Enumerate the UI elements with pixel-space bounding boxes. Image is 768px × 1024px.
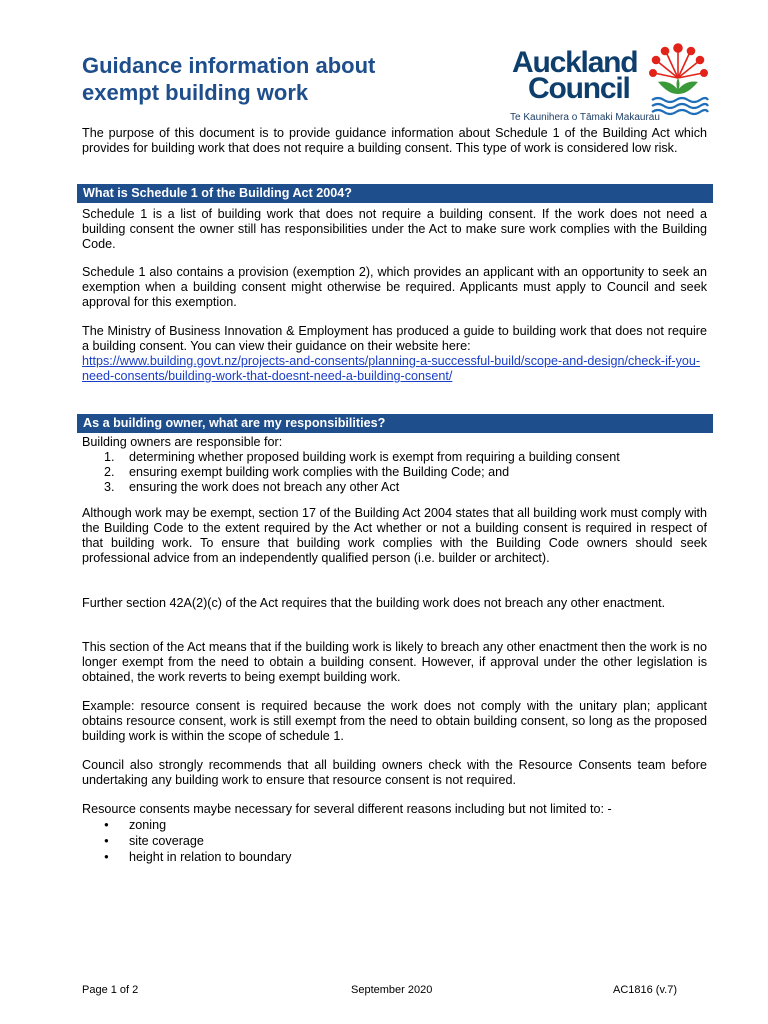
responsibilities-paragraph-5: Council also strongly recommends that all building owners check with the Resource Consents team before undertaking any building work to ensure that resource consent is not required. xyxy=(82,758,707,787)
list-item-number: 2. xyxy=(104,465,115,479)
section-heading-responsibilities: As a building owner, what are my responsibilities? xyxy=(77,414,713,433)
schedule1-paragraph-3 xyxy=(82,324,707,384)
logo-line2: Council xyxy=(528,72,630,105)
logo-line1: Auckland xyxy=(512,46,638,79)
responsibilities-list xyxy=(82,450,707,495)
list-item-number: 3. xyxy=(104,480,115,494)
list-item-text: ensuring exempt building work complies with the Building Code; and xyxy=(129,465,510,479)
list-item-number: 1. xyxy=(104,450,115,464)
responsibilities-paragraph-2: Further section 42A(2)(c) of the Act requires that the building work does not breach any other enactment. xyxy=(82,596,666,610)
mbie-guidance-text: The Ministry of Business Innovation & Employment has produced a guide to building work that does not require a building consent. You can view their guidance on their website here: xyxy=(82,324,707,353)
pohutukawa-flower-icon xyxy=(646,42,714,118)
responsibilities-list-block xyxy=(82,435,707,495)
footer-document-code: AC1816 (v.7) xyxy=(613,984,677,996)
schedule1-paragraph-2: Schedule 1 also contains a provision (exemption 2), which provides an applicant with an opportunity to seek an exemption when a building consent might otherwise be required. Applicants must apply to Council and seek approval for this exemption. xyxy=(82,265,707,309)
list-item xyxy=(82,465,707,480)
footer-date: September 2020 xyxy=(351,984,433,996)
page-title-line2: exempt building work xyxy=(82,80,309,105)
resource-consent-reasons-list xyxy=(82,817,707,865)
list-item-text: ensuring the work does not breach any other Act xyxy=(129,480,400,494)
intro-paragraph: The purpose of this document is to provide guidance information about Schedule 1 of the Building Act which provides for building work that does not require a building consent. This type of work is considered low risk. xyxy=(82,126,707,155)
list-item: ● height in relation to boundary xyxy=(82,849,707,865)
resource-consents-lead: Resource consents maybe necessary for several different reasons including but not limited to: - xyxy=(82,802,612,816)
auckland-council-logo xyxy=(500,40,715,123)
mbie-link-wrapper xyxy=(82,354,707,384)
mbie-guidance-link[interactable]: https://www.building.govt.nz/projects-and-consents/planning-a-successful-build/scope-and-design/check-if-you-need-consents/building-work-that-doesnt-need-a-building-consent/ xyxy=(82,354,701,383)
responsibilities-paragraph-3: This section of the Act means that if the building work is likely to breach any other enactment then the work is no longer exempt from the need to obtain a building consent. However, if approval under the other legislation is obtained, the work reverts to being exempt building work. xyxy=(82,640,707,684)
list-item xyxy=(82,450,707,465)
responsibilities-paragraph-1: Although work may be exempt, section 17 of the Building Act 2004 states that all building work must comply with the Building Code to the extent required by the Act whether or not a building consent is required in respect of that building work. To ensure that building work complies with the Building Code owners should seek professional advice from an independently qualified person (i.e. builder or architect). xyxy=(82,506,707,565)
footer-page-number: Page 1 of 2 xyxy=(82,984,139,996)
logo-tagline: Te Kaunihera o Tāmaki Makaurau xyxy=(510,112,660,123)
list-item xyxy=(82,480,707,495)
page-title xyxy=(82,52,462,106)
schedule1-paragraph-1: Schedule 1 is a list of building work that does not require a building consent. If the work does not need a building consent the owner still has responsibilities under the Act to make sure work complies with the Building Code. xyxy=(82,207,707,251)
list-item-text: determining whether proposed building work is exempt from requiring a building consent xyxy=(129,450,620,464)
list-item: ● site coverage xyxy=(82,833,707,849)
section-heading-schedule1: What is Schedule 1 of the Building Act 2004? xyxy=(77,184,713,203)
responsibilities-paragraph-4: Example: resource consent is required because the work does not comply with the unitary plan; applicant obtains resource consent, work is still exempt from the need to obtain building consent, so long as the proposed building work is within the scope of schedule 1. xyxy=(82,699,707,743)
resource-consents-block xyxy=(82,802,707,865)
page-title-line1: Guidance information about xyxy=(82,53,376,78)
responsibilities-lead: Building owners are responsible for: xyxy=(82,435,283,449)
logo-wordmark xyxy=(510,46,660,123)
list-item: ● zoning xyxy=(82,817,707,833)
